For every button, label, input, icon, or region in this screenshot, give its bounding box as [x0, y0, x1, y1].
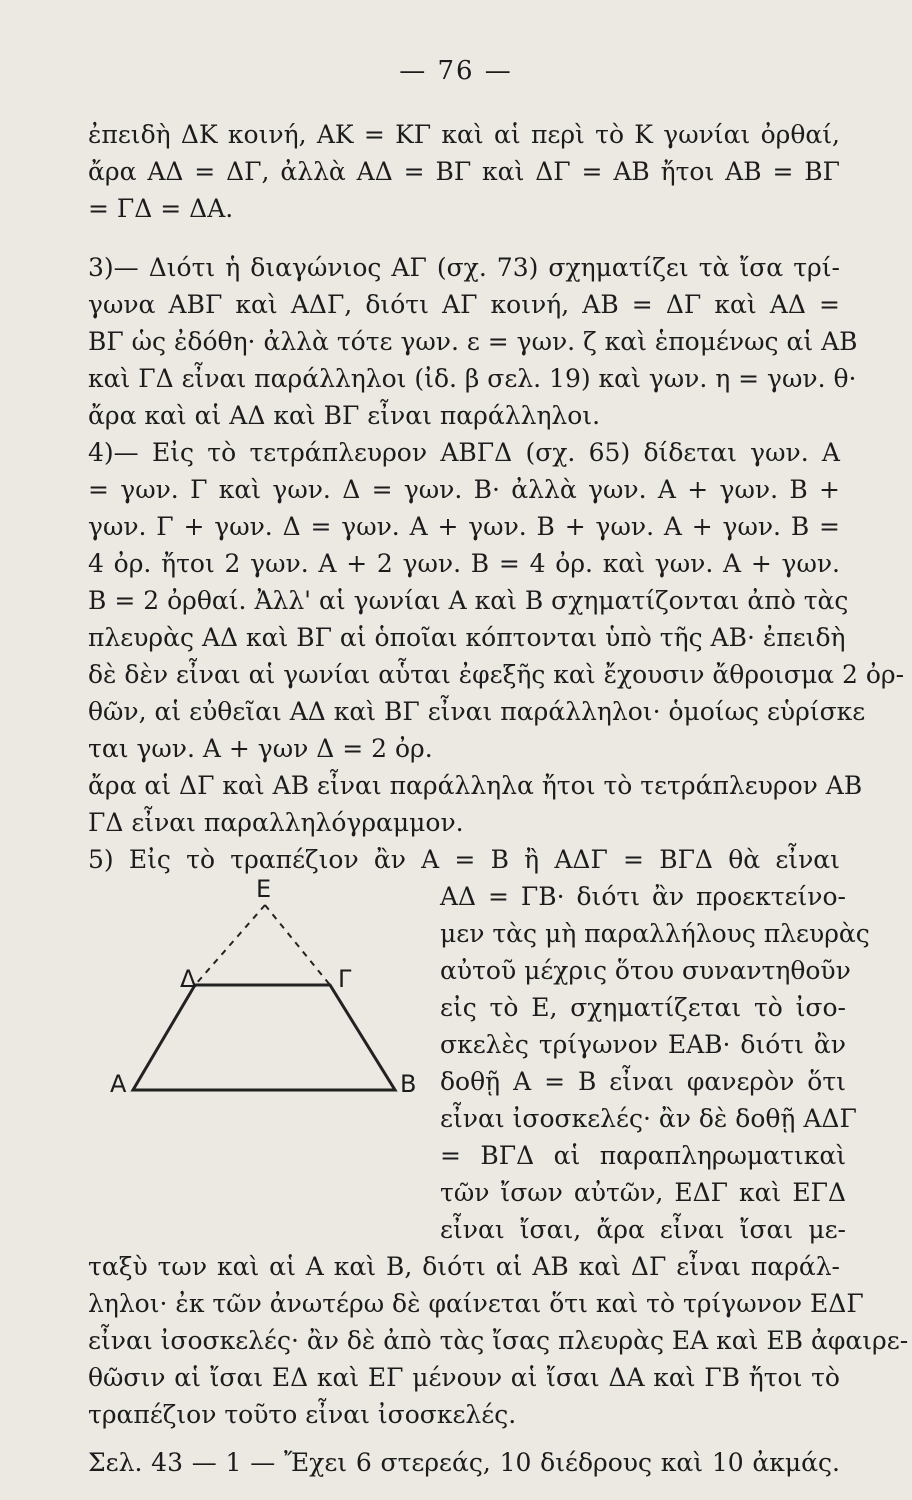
text-line: ταξὺ των καὶ αἱ Α καὶ Β, διότι αἱ ΑΒ καὶ ΔΓ εἶναι παράλ-: [88, 1252, 840, 1281]
text-line: τῶν ἴσων αὐτῶν, ΕΔΓ καὶ ΕΓΔ: [440, 1178, 846, 1207]
text-line: θῶσιν αἱ ἴσαι ΕΔ καὶ ΕΓ μένουν αἱ ἴσαι ΔΑ καὶ ΓΒ ἤτοι τὸ: [88, 1363, 840, 1392]
text-line: σκελὲς τρίγωνον ΕΑΒ· διότι ἂν: [440, 1030, 846, 1059]
text-line: γων. Γ + γων. Δ = γων. Α + γων. Β + γων. Α + γων. Β =: [88, 512, 840, 541]
vertex-label-e: E: [256, 875, 272, 903]
dashed-line-eg: [265, 905, 330, 985]
page-number: — 76 —: [399, 56, 513, 86]
text-line: 4 ὀρ. ἤτοι 2 γων. Α + 2 γων. Β = 4 ὀρ. καὶ γων. Α + γων.: [88, 549, 840, 578]
text-line: ἐπειδὴ ΔΚ κοινή, ΑΚ = ΚΓ καὶ αἱ περὶ τὸ Κ γωνίαι ὀρθαί,: [88, 120, 840, 149]
text-line: Σελ. 43 — 1 — Ἔχει 6 στερεάς, 10 διέδρους καὶ 10 ἀκμάς.: [88, 1448, 840, 1477]
text-line: Β = 2 ὀρθαί. Ἀλλ' αἱ γωνίαι Α καὶ Β σχηματίζονται ἀπὸ τὰς: [88, 586, 849, 615]
text-line: πλευρὰς ΑΔ καὶ ΒΓ αἱ ὁποῖαι κόπτονται ὑπὸ τῆς ΑΒ· ἐπειδὴ: [88, 623, 846, 652]
text-line: ληλοι· ἐκ τῶν ἀνωτέρω δὲ φαίνεται ὅτι καὶ τὸ τρίγωνον ΕΔΓ: [88, 1289, 864, 1318]
text-line: ἄρα ΑΔ = ΔΓ, ἀλλὰ ΑΔ = ΒΓ καὶ ΔΓ = ΑΒ ἤτοι ΑΒ = ΒΓ: [88, 157, 840, 186]
text-line: εἶναι ἰσοσκελές· ἂν δὲ ἀπὸ τὰς ἴσας πλευρὰς ΕΑ καὶ ΕΒ ἀφαιρε-: [88, 1326, 909, 1355]
text-line: ἄρα καὶ αἱ ΑΔ καὶ ΒΓ εἶναι παράλληλοι.: [88, 401, 601, 430]
text-line: ΓΔ εἶναι παραλληλόγραμμον.: [88, 808, 464, 837]
text-line: 4)— Εἰς τὸ τετράπλευρον ΑΒΓΔ (σχ. 65) δίδεται γων. Α: [88, 438, 840, 467]
text-line: = ΓΔ = ΔΑ.: [88, 194, 234, 223]
text-line: 3)— Διότι ἡ διαγώνιος ΑΓ (σχ. 73) σχηματίζει τὰ ἴσα τρί-: [88, 253, 840, 282]
text-line: ΒΓ ὡς ἐδόθη· ἀλλὰ τότε γων. ε = γων. ζ καὶ ἑπομένως αἱ ΑΒ: [88, 327, 858, 356]
text-line: = ΒΓΔ αἱ παραπληρωματικαὶ: [440, 1141, 846, 1170]
text-line: ΑΔ = ΓΒ· διότι ἂν προεκτείνο-: [440, 882, 846, 911]
trapezoid-shape: [133, 985, 395, 1090]
text-line: αὐτοῦ μέχρις ὅτου συναντηθοῦν: [440, 956, 851, 985]
text-line: εἶναι ἴσαι, ἄρα εἶναι ἴσαι με-: [440, 1215, 846, 1244]
text-line: ἄρα αἱ ΔΓ καὶ ΑΒ εἶναι παράλληλα ἤτοι τὸ τετράπλευρον ΑΒ: [88, 771, 863, 800]
vertex-label-g: Γ: [338, 965, 352, 993]
text-line: μεν τὰς μὴ παραλλήλους πλευρὰς: [440, 919, 870, 948]
vertex-label-d: Δ: [180, 965, 197, 993]
text-line: = γων. Γ καὶ γων. Δ = γων. Β· ἀλλὰ γων. Α + γων. Β +: [88, 475, 840, 504]
dashed-line-ed: [195, 905, 265, 985]
text-line: εἶναι ἰσοσκελές· ἂν δὲ δοθῇ ΑΔΓ: [440, 1104, 857, 1133]
text-line: θῶν, αἱ εὐθεῖαι ΑΔ καὶ ΒΓ εἶναι παράλληλοι· ὁμοίως εὑρίσκε: [88, 697, 866, 726]
text-line: τραπέζιον τοῦτο εἶναι ἰσοσκελές.: [88, 1400, 517, 1429]
vertex-label-b: B: [400, 1070, 417, 1098]
text-line: γωνα ΑΒΓ καὶ ΑΔΓ, διότι ΑΓ κοινή, ΑΒ = ΔΓ καὶ ΑΔ =: [88, 290, 840, 319]
text-line: 5) Εἰς τὸ τραπέζιον ἂν Α = Β ἢ ΑΔΓ = ΒΓΔ θὰ εἶναι: [88, 845, 840, 874]
vertex-label-a: A: [110, 1070, 127, 1098]
text-line: δὲ δὲν εἶναι αἱ γωνίαι αὗται ἐφεξῆς καὶ ἔχουσιν ἄθροισμα 2 ὀρ-: [88, 660, 905, 689]
text-line: καὶ ΓΔ εἶναι παράλληλοι (ἰδ. β σελ. 19) καὶ γων. η = γων. θ·: [88, 364, 857, 393]
text-line: ται γων. Α + γων Δ = 2 ὀρ.: [88, 734, 433, 763]
text-line: δοθῇ Α = Β εἶναι φανερὸν ὅτι: [440, 1067, 846, 1096]
text-line: εἰς τὸ Ε, σχηματίζεται τὸ ἰσο-: [440, 993, 846, 1022]
